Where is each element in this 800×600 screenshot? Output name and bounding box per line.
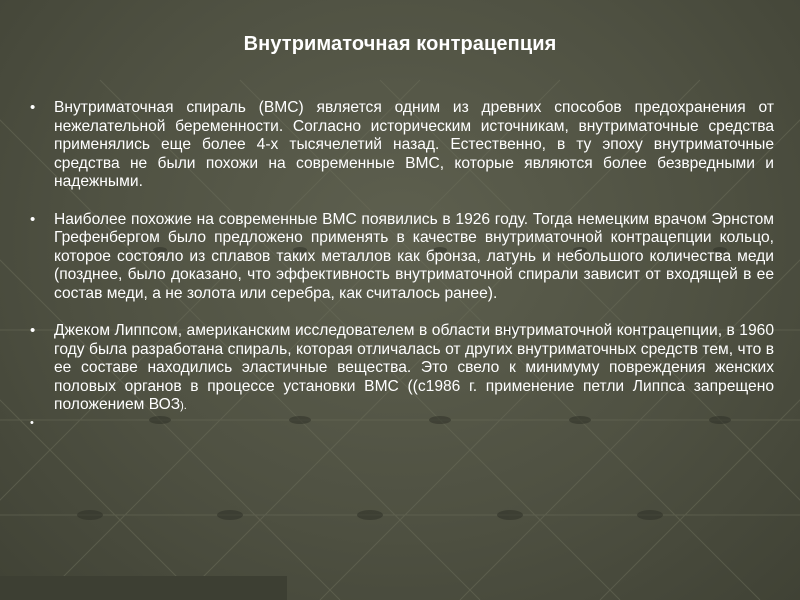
bullet-text — [54, 322, 774, 416]
bullet-item-empty — [30, 416, 774, 434]
bullet-item — [30, 211, 774, 304]
bottom-bar — [0, 576, 287, 600]
bullet-dot-icon: • — [30, 99, 36, 116]
bullet-dot-icon: • — [30, 322, 36, 339]
bullet-dot-icon: • — [30, 210, 36, 228]
bullet-item — [30, 99, 774, 192]
bullet-list — [30, 99, 774, 434]
slide-title: Внутриматочная контрацепция — [243, 33, 557, 55]
bullet-dot-icon: • — [30, 416, 34, 429]
bullet-text: Внутриматочная спираль (ВМС) является одним из древних способов предохранения от нежелательной беременности. Согласно историческим источникам, внутриматочные средства применялись еще более 4-х тысячелетий назад. Естественно, в ту эпоху внутриматочные средства не были похожи на современные ВМС, которые являются более безвредными и надежными. — [54, 99, 774, 190]
bullet-item — [30, 322, 774, 416]
bullet-text: Наиболее похожие на современные ВМС появились в 1926 году. Тогда немецким врачом Эрнстом Грефенбергом было предложено применять в качестве внутриматочной контрацепции кольцо, которое состояло из сплавов таких металлов как бронза, латунь и небольшого количества меди (позднее, было доказано, что эффективность внутриматочной спирали зависит от входящей в ее состав меди, а не золота или серебра, как считалось ранее). — [54, 210, 774, 302]
bullet-text-tail: ). — [180, 400, 187, 412]
bullet-text-main: Джеком Липпсом, американским исследователем в области внутриматочной контрацепции, в 1960 году была разработана спираль, которая отличалась от других внутриматочных средств тем, что в ее составе находились эластичные вещества. Это свело к минимуму повреждения женских половых органов в процессе установки ВМС ((с1986 г. применение петли Липпса запрещено положением ВОЗ — [54, 322, 774, 413]
